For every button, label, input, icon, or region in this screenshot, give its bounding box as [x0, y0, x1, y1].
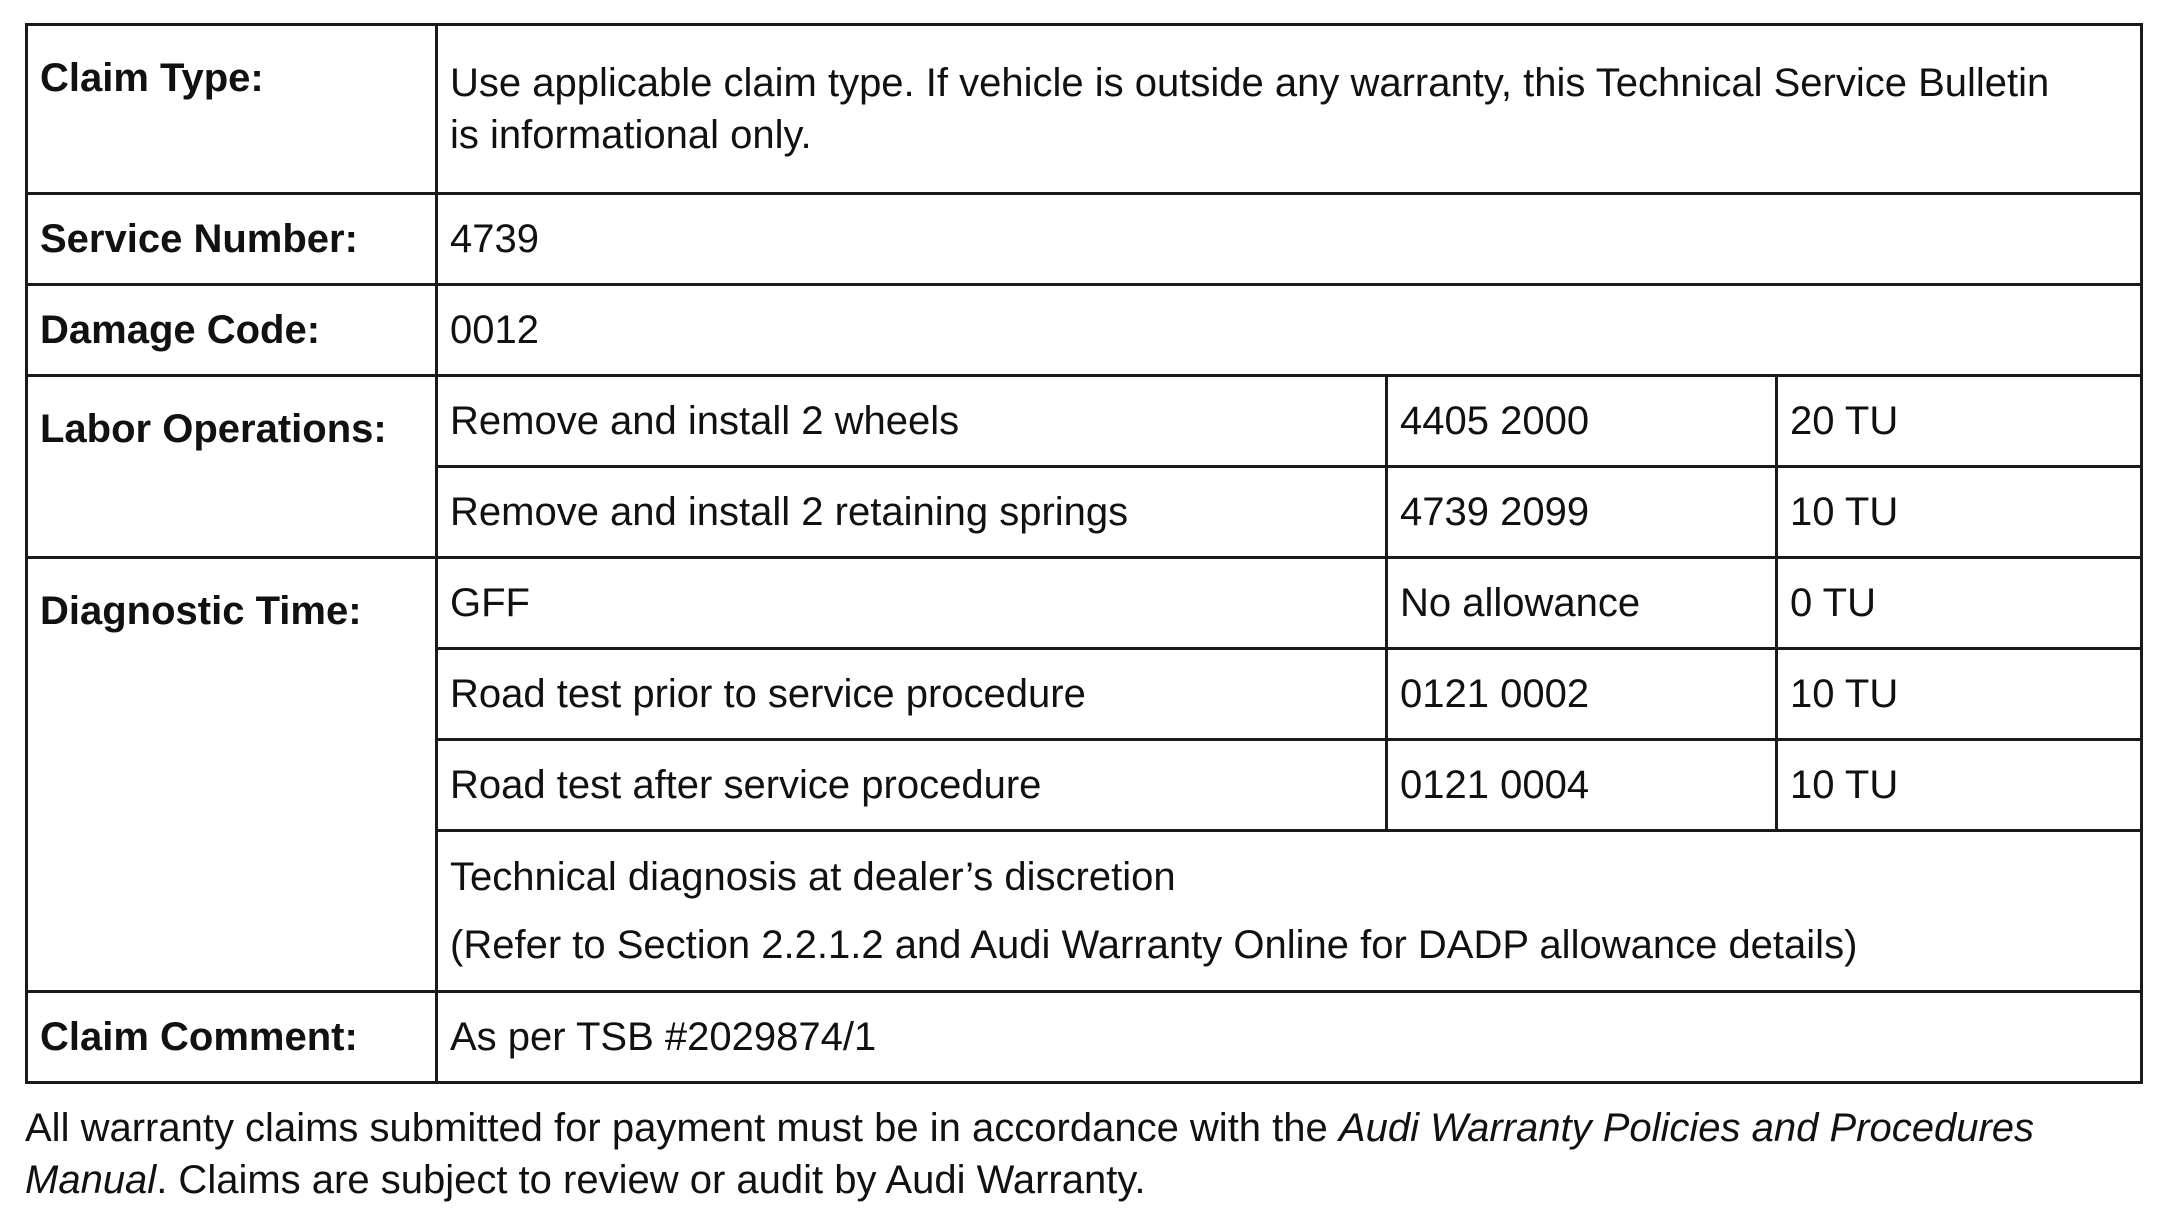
damage-code-row: [27, 285, 2142, 376]
claim-type-label: Claim Type:: [27, 25, 437, 194]
technical-diagnosis-text: Technical diagnosis at dealer’s discretion: [450, 855, 1176, 899]
footer-manual-title: Audi Warranty Policies and Procedures Manual: [25, 1106, 2035, 1202]
claim-comment-value: As per TSB #2029874/1: [437, 992, 2142, 1083]
diagnostic-time: 0 TU: [1777, 558, 2142, 649]
labor-operation-row: [27, 376, 2142, 467]
labor-operation-description: Remove and install 2 wheels: [437, 376, 1387, 467]
claim-comment-label: Claim Comment:: [27, 992, 437, 1083]
diagnostic-description: Road test prior to service procedure: [437, 649, 1387, 740]
damage-code-value: 0012: [437, 285, 2142, 376]
diagnostic-time-row: [27, 558, 2142, 649]
diagnostic-time: 10 TU: [1777, 740, 2142, 831]
diagnostic-code: 0121 0002: [1387, 649, 1777, 740]
footer-text-before: All warranty claims submitted for payment must be in accordance with the: [25, 1106, 1339, 1150]
claim-type-value-line1: Use applicable claim type. If vehicle is outside any warranty, this Technical Service Bulletin: [450, 61, 2050, 105]
labor-operation-code: 4405 2000: [1387, 376, 1777, 467]
service-number-label: Service Number:: [27, 194, 437, 285]
diagnostic-time-label: Diagnostic Time:: [27, 558, 437, 992]
service-number-row: [27, 194, 2142, 285]
diagnostic-description: Road test after service procedure: [437, 740, 1387, 831]
labor-operation-code: 4739 2099: [1387, 467, 1777, 558]
warranty-document: [25, 23, 2140, 1206]
labor-operation-description: Remove and install 2 retaining springs: [437, 467, 1387, 558]
footer-note: [25, 1102, 2140, 1206]
damage-code-label: Damage Code:: [27, 285, 437, 376]
claim-comment-row: [27, 992, 2142, 1083]
claim-type-row: [27, 25, 2142, 194]
claim-type-value: [437, 25, 2142, 194]
service-number-value: 4739: [437, 194, 2142, 285]
claim-type-value-line2: is informational only.: [450, 113, 812, 157]
technical-diagnosis-cell: [437, 831, 2142, 992]
diagnostic-code: No allowance: [1387, 558, 1777, 649]
labor-operation-time: 10 TU: [1777, 467, 2142, 558]
footer-text-after: . Claims are subject to review or audit by Audi Warranty.: [156, 1158, 1146, 1202]
labor-operations-label: Labor Operations:: [27, 376, 437, 558]
diagnostic-time: 10 TU: [1777, 649, 2142, 740]
labor-operation-time: 20 TU: [1777, 376, 2142, 467]
diagnostic-code: 0121 0004: [1387, 740, 1777, 831]
warranty-claim-table: [25, 23, 2143, 1084]
diagnostic-description: GFF: [437, 558, 1387, 649]
technical-diagnosis-reference: (Refer to Section 2.2.1.2 and Audi Warranty Online for DADP allowance details): [450, 923, 1858, 967]
